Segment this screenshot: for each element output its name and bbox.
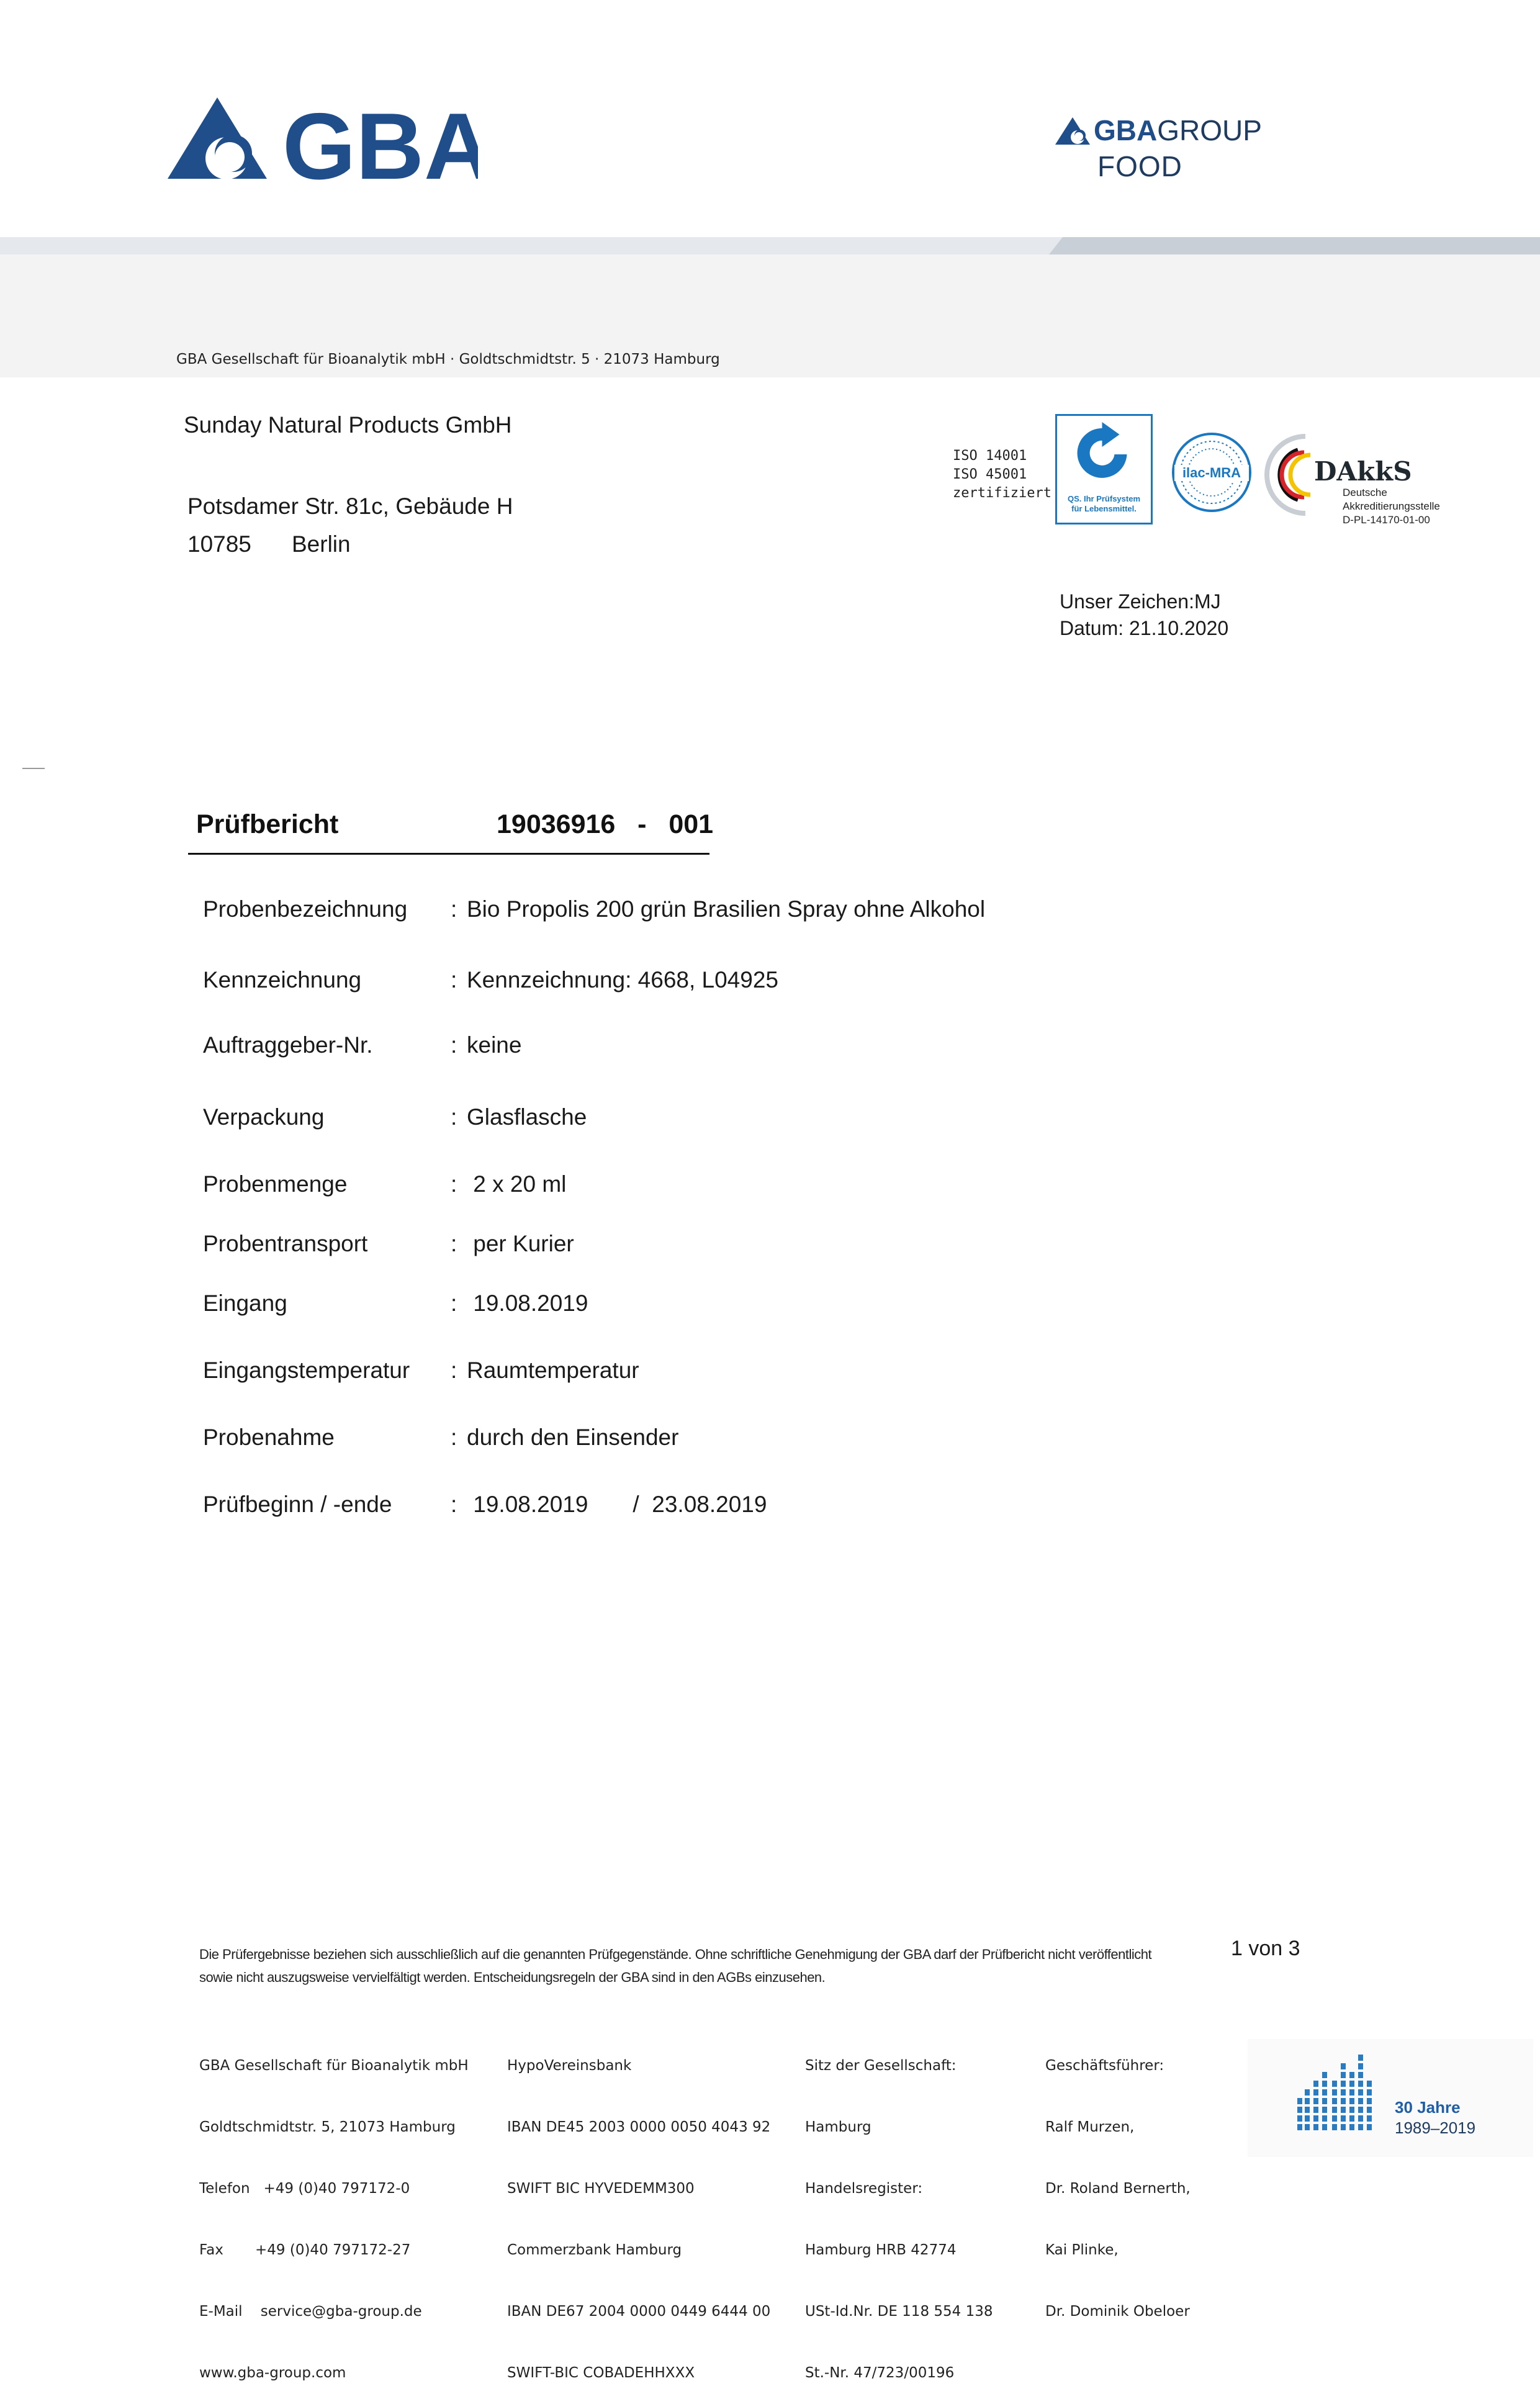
gba-group-food-logo xyxy=(1055,115,1279,189)
field-value: Glasflasche xyxy=(467,1104,587,1130)
footer-line: Kai Plinke, xyxy=(1045,2242,1119,2258)
report-number: 19036916 - 001 xyxy=(497,809,714,839)
footer-line: Hamburg HRB 42774 xyxy=(805,2242,957,2258)
footer-line: GBA Gesellschaft für Bioanalytik mbH xyxy=(199,2058,469,2074)
field-value: Kennzeichnung: 4668, L04925 xyxy=(467,967,778,993)
reference-sign: Unser Zeichen:MJ xyxy=(1060,590,1221,613)
footer-line: IBAN DE67 2004 0000 0449 6444 00 xyxy=(507,2303,771,2320)
field-label: Probenmenge xyxy=(203,1171,348,1197)
qs-mark-icon xyxy=(1057,420,1151,488)
header-band-accent xyxy=(1049,237,1540,254)
ilac-text: ilac-MRA xyxy=(1182,465,1241,480)
footer-disclaimer: Die Prüfergebnisse beziehen sich ausschließlich auf die genannten Prüfgegenstände. Ohne schriftliche Genehmigung der GBA darf der Prüfbericht nicht veröffentlicht sowie nicht auszugsweise vervielfältigt werden. Entscheidungsregeln der GBA sind in den AGBs einzusehen. xyxy=(199,1947,1152,1985)
field-value: 2 x 20 ml xyxy=(467,1171,567,1197)
field-label: Kennzeichnung xyxy=(203,967,362,993)
recipient-street: Potsdamer Str. 81c, Gebäude H xyxy=(187,493,513,519)
gba-group-mark-icon xyxy=(1055,115,1092,147)
field-value: Raumtemperatur xyxy=(467,1357,639,1383)
title-underline xyxy=(188,853,709,855)
field-value: durch den Einsender xyxy=(467,1425,679,1450)
field-label: Eingang xyxy=(203,1290,287,1316)
recipient-zip: 10785 xyxy=(187,531,251,557)
gba-logo-text: GBA xyxy=(282,96,478,183)
field-colon: : xyxy=(451,1231,457,1256)
fold-mark xyxy=(22,768,45,769)
footer-line: Telefon +49 (0)40 797172-0 xyxy=(199,2181,410,2197)
sender-address-line: GBA Gesellschaft für Bioanalytik mbH · Goldtschmidtstr. 5 · 21073 Hamburg xyxy=(176,351,720,367)
footer-line: Hamburg xyxy=(805,2119,871,2135)
field-label: Probenbezeichnung xyxy=(203,896,408,922)
footer-line: www.gba-group.com xyxy=(199,2365,346,2381)
field-value: keine xyxy=(467,1032,522,1058)
footer-line: USt-Id.Nr. DE 118 554 138 xyxy=(805,2303,993,2320)
footer-line: Goldtschmidtstr. 5, 21073 Hamburg xyxy=(199,2119,456,2135)
field-label: Verpackung xyxy=(203,1104,325,1130)
footer-line: Commerzbank Hamburg xyxy=(507,2242,682,2258)
footer-line: Geschäftsführer: xyxy=(1045,2058,1164,2074)
group-division: FOOD xyxy=(1097,150,1182,182)
qs-certification-logo xyxy=(1055,414,1153,524)
field-colon: : xyxy=(451,1171,457,1197)
dakks-name: DAkkS xyxy=(1314,456,1412,487)
field-value: 19.08.2019 / 23.08.2019 xyxy=(467,1492,767,1517)
field-label: Eingangstemperatur xyxy=(203,1357,410,1383)
field-colon: : xyxy=(451,1104,457,1130)
ilac-mra-logo xyxy=(1171,431,1253,513)
footer-bank-info xyxy=(507,2015,770,2404)
recipient-company: Sunday Natural Products GmbH xyxy=(184,412,512,438)
footer-line: St.-Nr. 47/723/00196 xyxy=(805,2365,955,2381)
footer-line: SWIFT-BIC COBADEHHXXX xyxy=(507,2365,695,2381)
footer-line: HypoVereinsbank xyxy=(507,2058,632,2074)
qs-caption: QS. Ihr Prüfsystem für Lebensmittel. xyxy=(1067,494,1141,513)
dakks-subtitle: Deutsche Akkreditierungsstelle D-PL-14170-01-00 xyxy=(1343,487,1440,526)
field-value: Bio Propolis 200 grün Brasilien Spray ohne Alkohol xyxy=(467,896,986,922)
footer-line: Ralf Murzen, xyxy=(1045,2119,1135,2135)
recipient-city: Berlin xyxy=(292,531,351,557)
field-value: per Kurier xyxy=(467,1231,574,1256)
iso-certification: ISO 14001 ISO 45001 zertifiziert xyxy=(953,448,1051,501)
dakks-logo xyxy=(1262,431,1467,531)
field-value: 19.08.2019 xyxy=(467,1290,588,1316)
reference-date: Datum: 21.10.2020 xyxy=(1060,617,1229,639)
group-wordmark xyxy=(1094,115,1262,146)
footer-line: Dr. Dominik Obeloer xyxy=(1045,2303,1190,2320)
field-label: Prüfbeginn / -ende xyxy=(203,1492,392,1517)
footer-line: E-Mail service@gba-group.de xyxy=(199,2303,422,2320)
buildings-icon xyxy=(1297,2055,1390,2141)
field-colon: : xyxy=(451,1425,457,1450)
footer-line: Handelsregister: xyxy=(805,2181,923,2197)
page-number: 1 von 3 xyxy=(1231,1937,1300,1960)
field-label: Probentransport xyxy=(203,1231,368,1256)
footer-line: Dr. Roland Bernerth, xyxy=(1045,2181,1191,2197)
field-colon: : xyxy=(451,1357,457,1383)
field-colon: : xyxy=(451,896,457,922)
field-colon: : xyxy=(451,1032,457,1058)
footer-registry-info xyxy=(805,2015,993,2404)
field-colon: : xyxy=(451,1290,457,1316)
footer-company-info xyxy=(199,2015,469,2404)
group-brand: GBA xyxy=(1094,114,1158,146)
footer-line: IBAN DE45 2003 0000 0050 4043 92 xyxy=(507,2119,771,2135)
field-label: Probenahme xyxy=(203,1425,335,1450)
field-colon: : xyxy=(451,967,457,993)
footer-management-info xyxy=(1045,2015,1191,2343)
group-label: GROUP xyxy=(1157,114,1262,146)
jubilee-years: 1989–2019 xyxy=(1395,2118,1476,2137)
jubilee-title: 30 Jahre xyxy=(1395,2098,1461,2117)
gba-logo xyxy=(168,96,478,183)
footer-line: SWIFT BIC HYVEDEMM300 xyxy=(507,2181,695,2197)
field-label: Auftraggeber-Nr. xyxy=(203,1032,373,1058)
footer-line: Fax +49 (0)40 797172-27 xyxy=(199,2242,411,2258)
report-title: Prüfbericht xyxy=(196,809,339,839)
jubilee-30-years-logo xyxy=(1248,2039,1533,2157)
field-colon: : xyxy=(451,1492,457,1517)
footer-line: Sitz der Gesellschaft: xyxy=(805,2058,957,2074)
